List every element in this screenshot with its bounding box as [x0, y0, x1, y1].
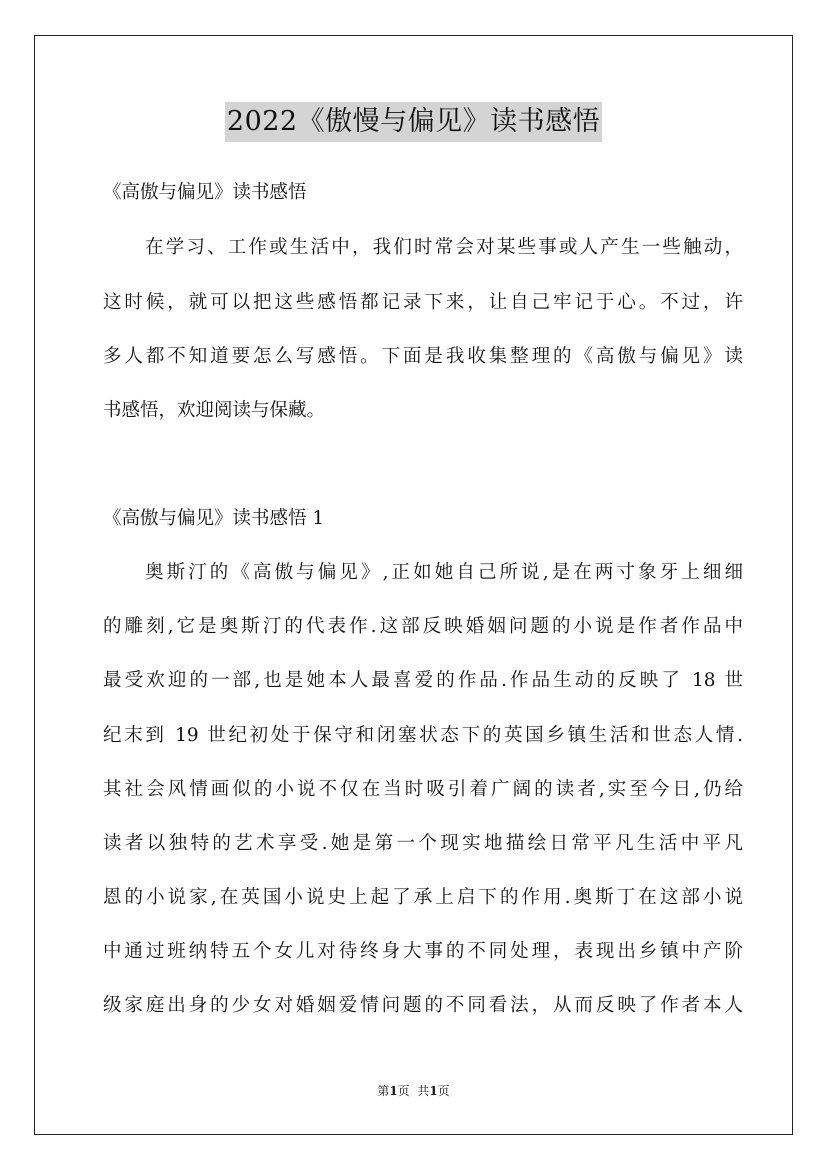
- footer-middle: 页 共: [397, 1084, 430, 1098]
- title-container: [0, 102, 827, 142]
- footer-total-pages: 1: [429, 1084, 438, 1098]
- intro-line: 书感悟，欢迎阅读与保藏。: [103, 400, 326, 421]
- footer-page-number: 1: [389, 1084, 398, 1098]
- section-line: 最受欢迎的一部,也是她本人最喜爱的作品.作品生动的反映了 18 世: [103, 670, 743, 691]
- section-line: 中通过班纳特五个女儿对待终身大事的不同处理，表现出乡镇中产阶: [103, 941, 743, 962]
- page-footer: [0, 1083, 827, 1099]
- section-line: 纪末到 19 世纪初处于保守和闭塞状态下的英国乡镇生活和世态人情.: [103, 725, 743, 746]
- intro-line: 这时候，就可以把这些感悟都记录下来，让自己牢记于心。不过，许: [103, 292, 743, 313]
- section-line: 读者以独特的艺术享受.她是第一个现实地描绘日常平凡生活中平凡: [103, 833, 743, 854]
- section-line: 其社会风情画似的小说不仅在当时吸引着广阔的读者,实至今日,仍给: [103, 779, 743, 800]
- footer-suffix: 页: [437, 1084, 450, 1098]
- section-line: 恩的小说家,在英国小说史上起了承上启下的作用.奥斯丁在这部小说: [103, 887, 743, 908]
- subtitle: 《高傲与偏见》读书感悟: [103, 182, 307, 203]
- footer-prefix: 第: [377, 1084, 390, 1098]
- document-title: 2022《傲慢与偏见》读书感悟: [225, 102, 602, 142]
- section-line: 级家庭出身的少女对婚姻爱情问题的不同看法，从而反映了作者本人: [103, 995, 743, 1016]
- section-heading: 《高傲与偏见》读书感悟 1: [103, 508, 325, 529]
- section-line: 的雕刻,它是奥斯汀的代表作.这部反映婚姻问题的小说是作者作品中: [103, 616, 743, 637]
- intro-line: 在学习、工作或生活中，我们时常会对某些事或人产生一些触动，: [145, 237, 743, 258]
- section-line: 奥斯汀的《高傲与偏见》,正如她自己所说,是在两寸象牙上细细: [145, 562, 743, 583]
- intro-line: 多人都不知道要怎么写感悟。下面是我收集整理的《高傲与偏见》读: [103, 346, 743, 367]
